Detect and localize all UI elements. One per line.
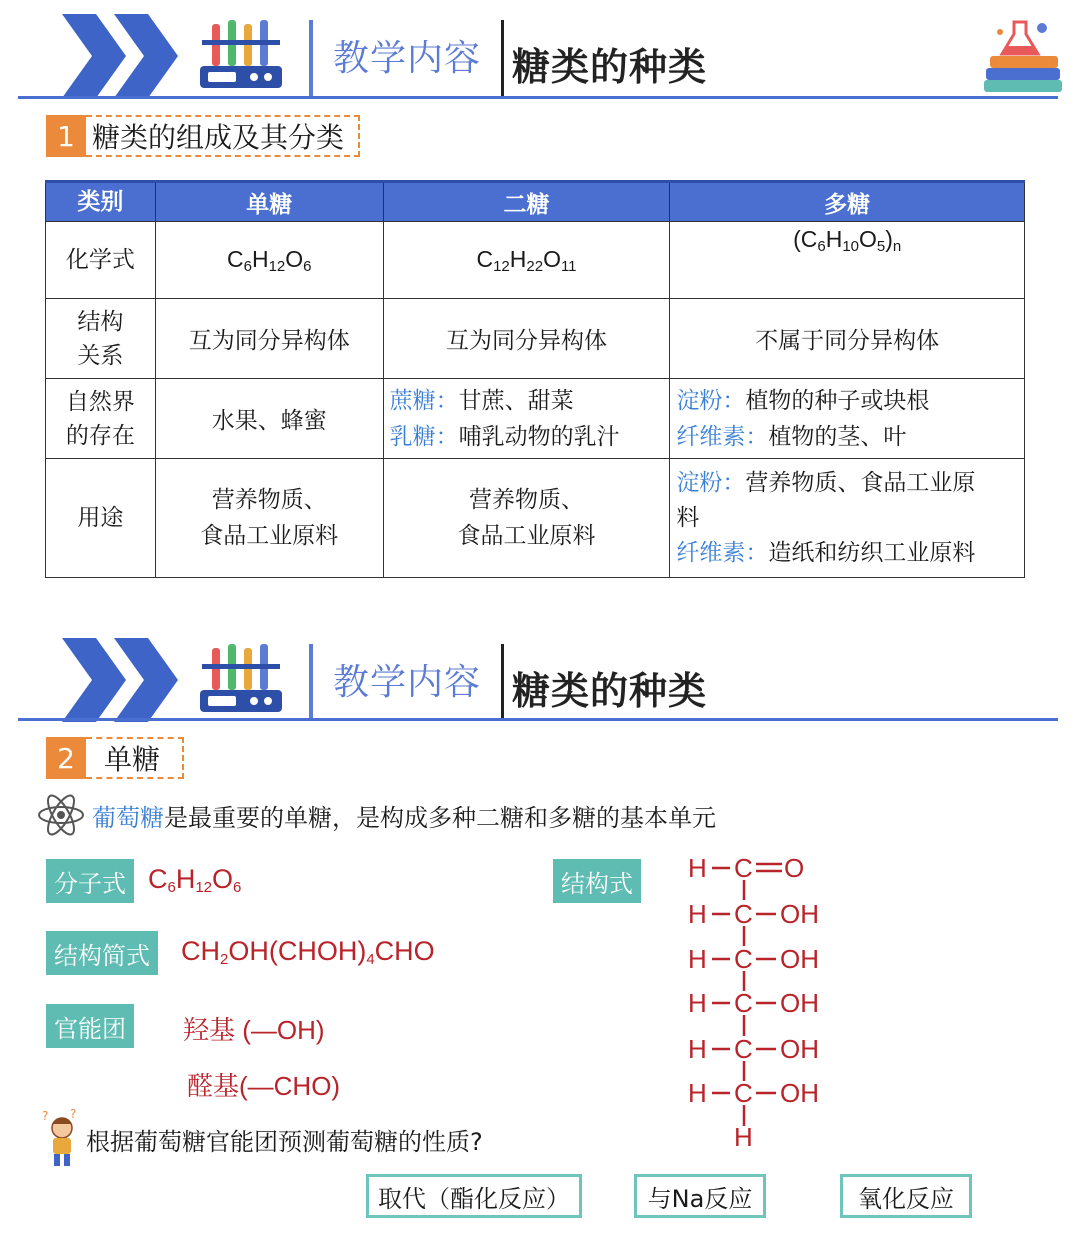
option-sodium-reaction: 与Na反应 — [634, 1174, 766, 1218]
thinking-boy-icon — [40, 1108, 84, 1170]
row-label: 用途 — [46, 459, 156, 578]
molecular-formula: $C_6H_{12}O_6$ — [148, 864, 242, 896]
sugar-classification-table — [45, 180, 1025, 578]
header-underline — [18, 718, 1058, 721]
table-header-row — [46, 182, 1025, 222]
option-esterification: 取代（酯化反应） — [366, 1174, 582, 1218]
poly-formula: $(C_6H_{10}O_5)_n$ — [670, 222, 1025, 299]
header-title: 糖类的种类 — [512, 669, 708, 713]
option-oxidation: 氧化反应 — [840, 1174, 972, 1218]
mono-formula: $C_6H_{12}O_6$ — [155, 222, 383, 299]
svg-text:?: ? — [42, 1109, 49, 1123]
aldehyde-group: 醛基(—CHO) — [187, 1071, 341, 1101]
svg-text:C: C — [734, 1078, 753, 1108]
header-divider — [309, 20, 313, 96]
header-category: 教学内容 — [333, 662, 482, 703]
svg-text:OH: OH — [780, 988, 819, 1018]
mono-nature: 水果、蜂蜜 — [155, 379, 383, 459]
row-label: 自然界 的存在 — [46, 379, 156, 459]
table-row — [46, 379, 1025, 459]
svg-text:H: H — [688, 1078, 707, 1108]
header-divider — [501, 20, 504, 96]
poly-structure: 不属于同分异构体 — [670, 299, 1025, 379]
svg-text:C: C — [734, 1034, 753, 1064]
header-underline — [18, 96, 1058, 99]
subtitle-number: 1 — [46, 115, 86, 157]
mono-structure: 互为同分异构体 — [155, 299, 383, 379]
table-header: 单糖 — [155, 182, 383, 222]
svg-text:OH: OH — [780, 1078, 819, 1108]
mono-use: 营养物质、 食品工业原料 — [155, 459, 383, 578]
hydroxyl-group: 羟基 (—OH) — [183, 1015, 325, 1045]
svg-text:C: C — [734, 944, 753, 974]
test-tube-rack-icon — [198, 638, 284, 718]
subtitle-1 — [46, 115, 360, 157]
svg-text:H: H — [734, 1122, 753, 1152]
svg-text:H: H — [688, 1034, 707, 1064]
section-header-1 — [0, 0, 1080, 110]
svg-text:OH: OH — [780, 899, 819, 929]
svg-text:H: H — [688, 944, 707, 974]
header-divider — [501, 644, 504, 720]
subtitle-label: 糖类的组成及其分类 — [86, 115, 360, 157]
subtitle-number: 2 — [46, 737, 86, 779]
header-category: 教学内容 — [333, 38, 482, 79]
di-structure: 互为同分异构体 — [383, 299, 670, 379]
svg-text:H: H — [688, 899, 707, 929]
svg-text:OH: OH — [780, 944, 819, 974]
glucose-intro: 葡萄糖 是最重要的单糖，是构成多种二糖和多糖的基本单元 — [36, 790, 716, 840]
table-row — [46, 222, 1025, 299]
row-label: 结构 关系 — [46, 299, 156, 379]
molecular-formula-label: 分子式 — [46, 859, 134, 903]
table-header: 多糖 — [670, 182, 1025, 222]
functional-group-label: 官能团 — [46, 1004, 134, 1048]
table-row — [46, 459, 1025, 578]
books-flask-icon — [980, 14, 1066, 96]
chevron-arrows-icon — [62, 638, 184, 722]
table-row — [46, 299, 1025, 379]
structural-simple-label: 结构简式 — [46, 931, 158, 975]
poly-use: 淀粉：营养物质、食品工业原 料 纤维素：造纸和纺织工业原料 — [670, 459, 1025, 578]
subtitle-label: 单糖 — [86, 737, 184, 779]
test-tube-rack-icon — [198, 14, 284, 94]
structural-simple-formula: $CH_2OH(CHOH)_4CHO$ — [181, 936, 435, 968]
structural-formula-label: 结构式 — [553, 859, 641, 903]
svg-text:H: H — [688, 853, 707, 883]
svg-text:C: C — [734, 853, 753, 883]
di-nature: 蔗糖：甘蔗、甜菜 乳糖：哺乳动物的乳汁 — [383, 379, 670, 459]
svg-text:C: C — [734, 899, 753, 929]
svg-text:C: C — [734, 988, 753, 1018]
question-text: 根据葡萄糖官能团预测葡萄糖的性质? — [86, 1128, 483, 1156]
chevron-arrows-icon — [62, 14, 184, 98]
section-header-2 — [0, 624, 1080, 734]
subtitle-2 — [46, 737, 184, 779]
table-header: 二糖 — [383, 182, 670, 222]
di-formula: $C_{12}H_{22}O_{11}$ — [383, 222, 670, 299]
header-title: 糖类的种类 — [512, 45, 708, 89]
row-label: 化学式 — [46, 222, 156, 299]
svg-text:O: O — [784, 853, 805, 883]
glucose-structural-formula — [680, 846, 840, 1156]
di-use: 营养物质、 食品工业原料 — [383, 459, 670, 578]
svg-text:?: ? — [70, 1108, 77, 1121]
atom-icon — [36, 790, 86, 840]
svg-text:H: H — [688, 988, 707, 1018]
svg-text:OH: OH — [780, 1034, 819, 1064]
poly-nature: 淀粉：植物的种子或块根 纤维素：植物的茎、叶 — [670, 379, 1025, 459]
table-header: 类别 — [46, 182, 156, 222]
header-divider — [309, 644, 313, 720]
